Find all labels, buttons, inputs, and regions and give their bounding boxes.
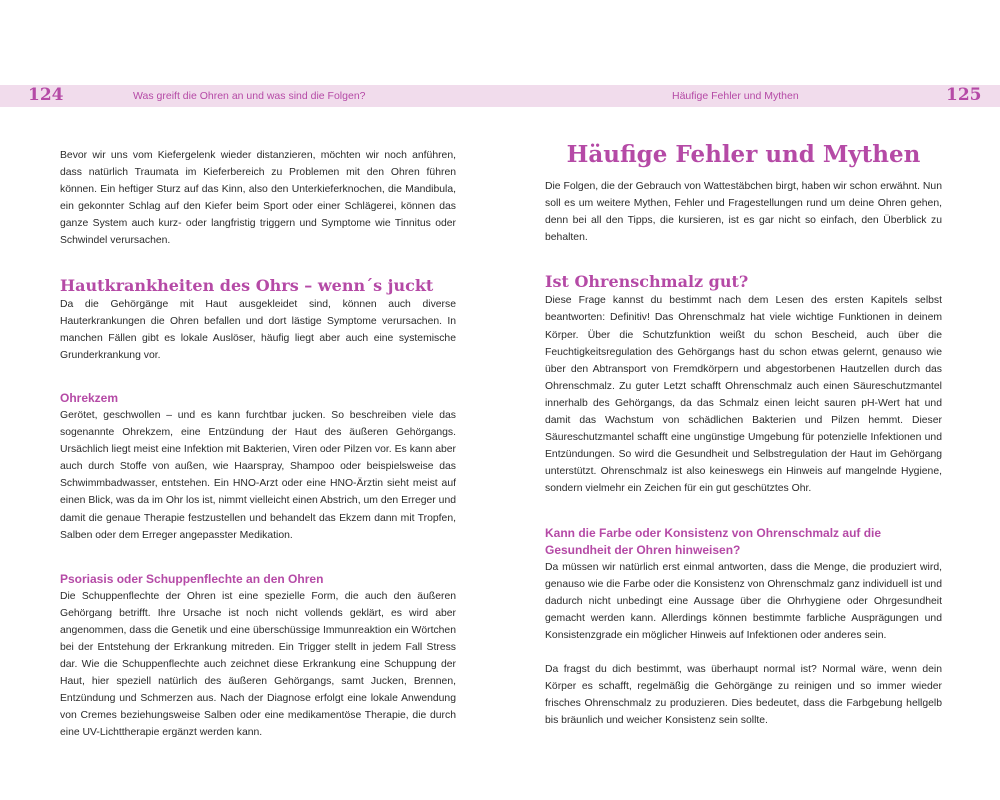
right-page (545, 140, 942, 729)
psoriasis-heading: Psoriasis oder Schuppenflechte an den Ohren (60, 571, 324, 586)
earwax-heading: Ist Ohrenschmalz gut? (545, 272, 749, 292)
skin-diseases-heading: Hautkrankheiten des Ohrs – wenn´s juckt (60, 275, 434, 295)
skin-diseases-paragraph: Da die Gehörgänge mit Haut ausgekleidet sind, können auch diverse Hauterkrankungen die Ohren befallen und dort lästige Symptome verursachen. In manchen Fällen gibt es lokale Auslöser, häufig liegt aber auch eine systemische Grunderkrankung vor. (60, 298, 456, 361)
ohrekzem-paragraph: Gerötet, geschwollen – und es kann furchtbar jucken. So beschreiben viele das sogenannte Ohrekzem, eine Entzündung der Haut des äußeren Gehörgangs. Ursächlich liegt meist eine Infektion mit Bakterien, Viren oder Pilzen vor. Es kann aber auch durch Stoffe von außen, wie Haarspray, Shampoo oder beispielsweise das Schwimmbadwasser, entstehen. Ein HNO-Arzt oder eine HNO-Ärztin sieht meist auf einen Blick, was da im Ohr los ist, nimmt vielleicht einen Abstrich, um den Erreger und damit die genaue Therapie festzustellen und behandelt das Ekzem dann mit Tropfen, Salben oder dem Erreger angepasster Medikation. (60, 409, 456, 541)
earwax-color-paragraph-1: Da müssen wir natürlich erst einmal antworten, dass die Menge, die produziert wird, genauso wie die Farbe oder die Konsistenz von Ohrenschmalz ganz individuell ist und dadurch nicht unbedingt eine Aussage über die Ohrhygiene oder Ohrgesundheit gemacht werden kann. Allerdings können bestimmte farbliche Ausprägungen und Konsistenzgrade ein möglicher Hinweis auf Infektionen oder anderes sein. (545, 561, 942, 641)
right-page-number: 125 (946, 85, 982, 105)
ohrekzem-heading: Ohrekzem (60, 390, 119, 405)
left-running-title: Was greift die Ohren an und was sind die Folgen? (133, 90, 366, 102)
chapter-title: Häufige Fehler und Mythen (566, 141, 921, 168)
left-intro-paragraph: Bevor wir uns vom Kiefergelenk wieder distanzieren, möchten wir noch anführen, dass natürlich Traumata im Kieferbereich zu Problemen mit den Ohren führen können. Ein heftiger Sturz auf das Kinn, also den Unterkieferknochen, die Mandibula, ein gekonnter Schlag auf den Kiefer beim Sport oder einer Schlägerei, können das ganze System auch kurz- oder langfristig triggern und Symptome wie Tinnitus oder Schwindel verursachen. (60, 150, 456, 247)
right-intro-paragraph: Die Folgen, die der Gebrauch von Wattestäbchen birgt, haben wir schon erwähnt. Nun soll es um weitere Mythen, Fehler und Fragestellungen rund um deine Ohren gehen, denn bei all den Tipps, die kursieren, ist es gar nicht so einfach, den Überblick zu behalten. (545, 181, 942, 244)
left-page-number: 124 (28, 85, 64, 105)
left-page (60, 140, 456, 742)
earwax-paragraph: Diese Frage kannst du bestimmt nach dem Lesen des ersten Kapitels selbst beantworten: Definitiv! Das Ohrenschmalz hat viele wichtige Funktionen in deinem Körper. Über die Schutzfunktion weißt du schon Bescheid, auch über die Feuchtigkeitsregulation des Gehörgangs hast du schon etwas gelernt, genauso wie über den Abtransport von Fremdkörpern und abgestorbenen Hautzellen durch das Ohrenschmalz. Zu guter Letzt schafft Ohrenschmalz auch einen Säureschutzmantel innerhalb des Gehörgangs, da das Schmalz einen leicht sauren pH-Wert hat und damit das Wachstum von schädlichen Bakterien und Pilzen hemmt. Dieser Säureschutzmantel schafft eine ungünstige Umgebung für potenzielle Infektionen und Entzündungen. So wird die Gesundheit und Selbstregulation der Haut im Gehörgang unterstützt. Ohrenschmalz ist also keineswegs ein Hinweis auf mangelnde Hygiene, sondern vielmehr ein Zeichen für ein gut geschütztes Ohr. (545, 295, 942, 495)
psoriasis-paragraph: Die Schuppenflechte der Ohren ist eine spezielle Form, die auch den äußeren Gehörgang betrifft. Ihre Ursache ist noch nicht vollends geklärt, es wird aber angenommen, dass die Genetik und eine überschüssige Immunreaktion ein Wörtchen bei der Entstehung der Erkrankung mitreden. Ein Trigger stellt in jedem Fall Stress dar. Wie die Schuppenflechte auch zeichnet diese Erkrankung eine Schuppung der Haut, hier speziell natürlich des äußeren Gehörgangs, samt Jucken, Brennen, Entzündung und Schmerzen aus. Nach der Diagnose erfolgt eine lokale Anwendung von Cremes beziehungsweise Salben oder eine medikamentöse Therapie, die durch eine UV-Lichttherapie ergänzt werden kann. (60, 590, 456, 739)
right-running-title: Häufige Fehler und Mythen (672, 90, 799, 102)
earwax-color-paragraph-2: Da fragst du dich bestimmt, was überhaupt normal ist? Normal wäre, wenn dein Körper es schafft, regelmäßig die Gehörgänge zu reinigen und so immer wieder frisches Ohrenschmalz zu produzieren. Dies bedeutet, dass die Farbgebung hellgelb bis bräunlich und weicher Konsistenz sein sollte. (545, 663, 942, 727)
earwax-color-heading: Kann die Farbe oder Konsistenz von Ohrenschmalz auf die Gesundheit der Ohren hinweisen? (545, 525, 882, 557)
